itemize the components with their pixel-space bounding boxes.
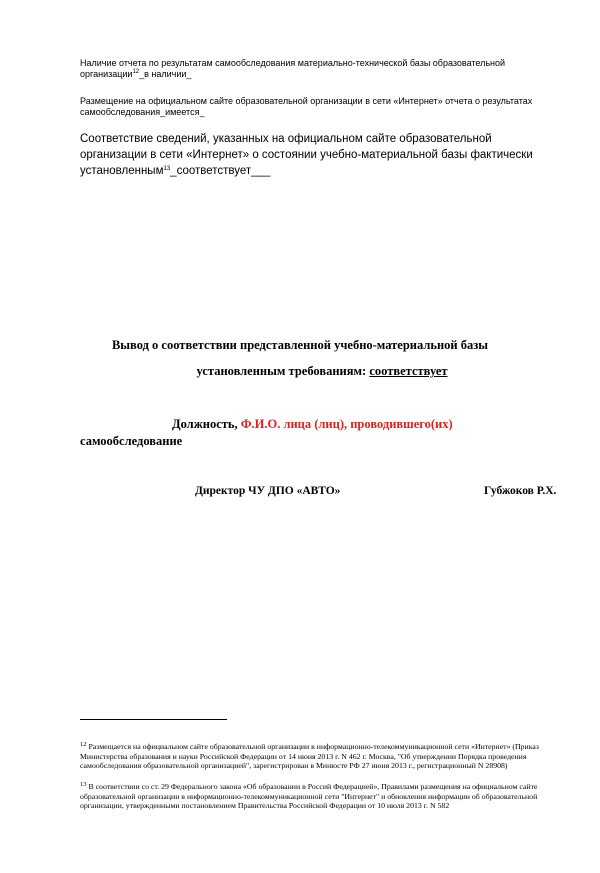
footnote-ref: 13 — [163, 166, 171, 172]
conclusion-value: соответствует — [369, 364, 448, 378]
conclusion-label: установленным требованиям: — [196, 364, 370, 378]
signature-title: Директор ЧУ ДПО «АВТО» — [195, 485, 341, 497]
paragraph-answer: _соответствует___ — [170, 165, 271, 177]
conclusion-result — [0, 364, 600, 379]
footnote-text: Размещается на официальном сайте образовательной организации в информационно-телекоммуникационной сети «Интернет» (Приказ Министерства образования и науки Российской Федерации от 14 июня 2013 г. N 462 г. Москва, "Об утверждении Порядка проведения самообследования образовательной организацией", зарегистрирован в Минюсте РФ 27 июня 2013 г., регистрационный N 28908) — [80, 742, 539, 771]
footnote-separator — [80, 719, 227, 720]
paragraph-info-correspondence — [80, 131, 555, 179]
position-line — [172, 417, 453, 432]
footnote-12 — [80, 742, 555, 771]
paragraph-text: Наличие отчета по результатам самообследования материально-технической базы образовательной организации — [80, 58, 506, 79]
footnote-13 — [80, 782, 555, 811]
footnote-ref: 12 — [132, 69, 140, 75]
position-placeholder: Ф.И.О. лица (лиц), проводившего(их) — [240, 417, 453, 431]
paragraph-text: Размещение на официальном сайте образовательной организации в сети «Интернет» отчета о результатах самообследования_имеется_ — [80, 96, 533, 117]
position-label: Должность, — [172, 417, 241, 431]
paragraph-report-publication — [80, 96, 555, 118]
footnote-number: 12 — [80, 741, 87, 748]
position-line-continuation: самообследование — [80, 434, 183, 448]
footnote-text: В соответствии со ст. 29 Федерального закона «Об образовании в Россий Федерацией», Правилами размещения на официальном сайте образовательной организации в информационно-телекоммуникационной сети "Интернет" и обновления информации об образовательной организации, утвержденными постановлением Правительства Российской Федерации от 10 июля 2013 г. N 582 — [80, 782, 538, 811]
signature-name: Губжоков Р.Х. — [484, 485, 557, 497]
paragraph-answer: _в наличии_ — [139, 69, 192, 79]
conclusion-heading: Вывод о соответствии представленной учебно-материальной базы — [111, 338, 489, 352]
footnote-number: 13 — [80, 781, 87, 788]
paragraph-text: Соответствие сведений, указанных на официальном сайте образовательной организации в сети «Интернет» о состоянии учебно-материальной базы фактически установленным — [80, 133, 533, 177]
paragraph-report-availability — [80, 58, 555, 80]
